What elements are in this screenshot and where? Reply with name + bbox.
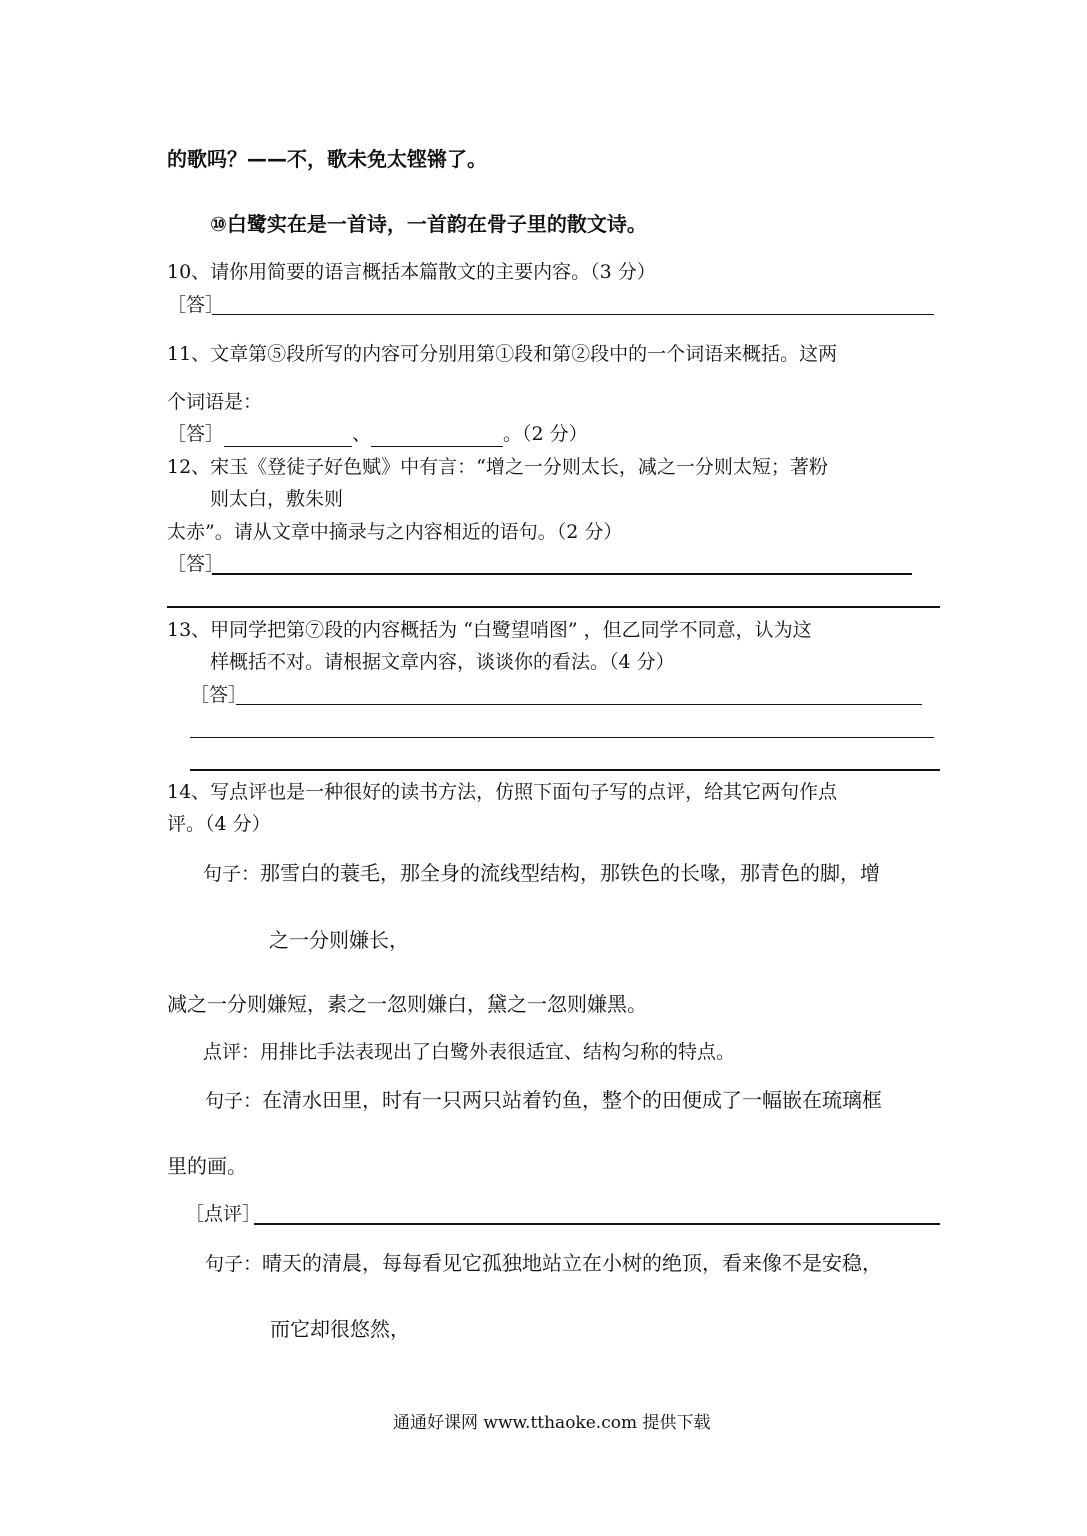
q12-prompt-line-1: 12、宋玉《登徒子好色赋》中有言：“增之一分则太长，减之一分则太短；著粉: [167, 456, 828, 478]
q12-prompt-line-2: 则太白，敷朱则: [210, 488, 344, 510]
q12-answer-line-2[interactable]: [167, 606, 940, 608]
q14-example3-line-1: [205, 1250, 882, 1277]
q11-answer-row: [167, 421, 588, 447]
q14-prompt-line-2: 评。（4 分）: [167, 813, 271, 835]
q14-example2-comment-label: ［点评］: [185, 1203, 262, 1225]
q10-answer-label: ［答］: [167, 294, 225, 316]
q13-prompt-line-2: 样概括不对。请根据文章内容，谈谈你的看法。（4 分）: [210, 651, 675, 673]
q11-prompt-line-2: 个词语是：: [167, 391, 263, 413]
q14-example1-line-3: 减之一分则嫌短，素之一忽则嫌白，黛之一忽则嫌黑。: [167, 992, 647, 1016]
q14-example3-line-2: 而它却很悠然，: [270, 1317, 410, 1341]
q13-answer-label: ［答］: [190, 684, 248, 706]
page-footer: 通通好课网 www.tthaoke.com 提供下载: [393, 1413, 711, 1433]
q14-prompt-line-1: 14、写点评也是一种很好的读书方法，仿照下面句子写的点评，给其它两句作点: [167, 781, 838, 803]
q11-separator: 、: [352, 423, 372, 445]
q10-answer-line[interactable]: [212, 314, 934, 315]
q12-prompt-line-3: 太赤”。请从文章中摘录与之内容相近的语句。（2 分）: [167, 521, 623, 543]
q14-example1-label: 句子：: [203, 863, 261, 885]
q14-example1-comment: 点评：用排比手法表现出了白鹭外表很适宜、结构匀称的特点。: [203, 1041, 736, 1063]
q12-answer-line-1[interactable]: [212, 573, 912, 575]
passage-line-1: 的歌吗？——不，歌未免太铿锵了。: [167, 147, 487, 171]
q13-answer-line-2[interactable]: [190, 737, 934, 738]
q14-example1-line-2: 之一分则嫌长，: [269, 928, 409, 952]
q11-answer-label: ［答］: [167, 423, 225, 445]
q11-prompt-line-1: 11、文章第⑤段所写的内容可分别用第①段和第②段中的一个词语来概括。这两: [167, 343, 838, 365]
q13-answer-line-1[interactable]: [236, 704, 922, 705]
q14-example2-line-2: 里的画。: [167, 1154, 247, 1178]
passage-line-2: ⑩白鹭实在是一首诗，一首韵在骨子里的散文诗。: [210, 212, 647, 236]
q14-example2-label: 句子：: [205, 1090, 263, 1112]
q14-example2-line-1: [205, 1087, 882, 1114]
q10-prompt: 10、请你用简要的语言概括本篇散文的主要内容。（3 分）: [167, 261, 656, 283]
q14-example1-text-1: 那雪白的蓑毛，那全身的流线型结构，那铁色的长喙，那青色的脚，增: [260, 861, 881, 885]
q14-example1-line-1: [203, 860, 880, 887]
q11-suffix: 。（2 分）: [503, 423, 588, 445]
q12-answer-label: ［答］: [167, 553, 225, 575]
q14-example2-text-1: 在清水田里，时有一只两只站着钓鱼，整个的田便成了一幅嵌在琉璃框: [262, 1088, 883, 1112]
q13-prompt-line-1: 13、甲同学把第⑦段的内容概括为 “白鹭望哨图” ，但乙同学不同意，认为这: [167, 619, 812, 641]
q13-answer-line-3[interactable]: [190, 769, 940, 771]
q14-example2-comment-line[interactable]: [254, 1223, 940, 1225]
q14-example3-text-1: 晴天的清晨，每每看见它孤独地站立在小树的绝顶，看来像不是安稳，: [262, 1251, 883, 1275]
q11-blank-1[interactable]: [224, 426, 352, 447]
q14-example3-label: 句子：: [205, 1253, 263, 1275]
q11-blank-2[interactable]: [371, 426, 503, 447]
